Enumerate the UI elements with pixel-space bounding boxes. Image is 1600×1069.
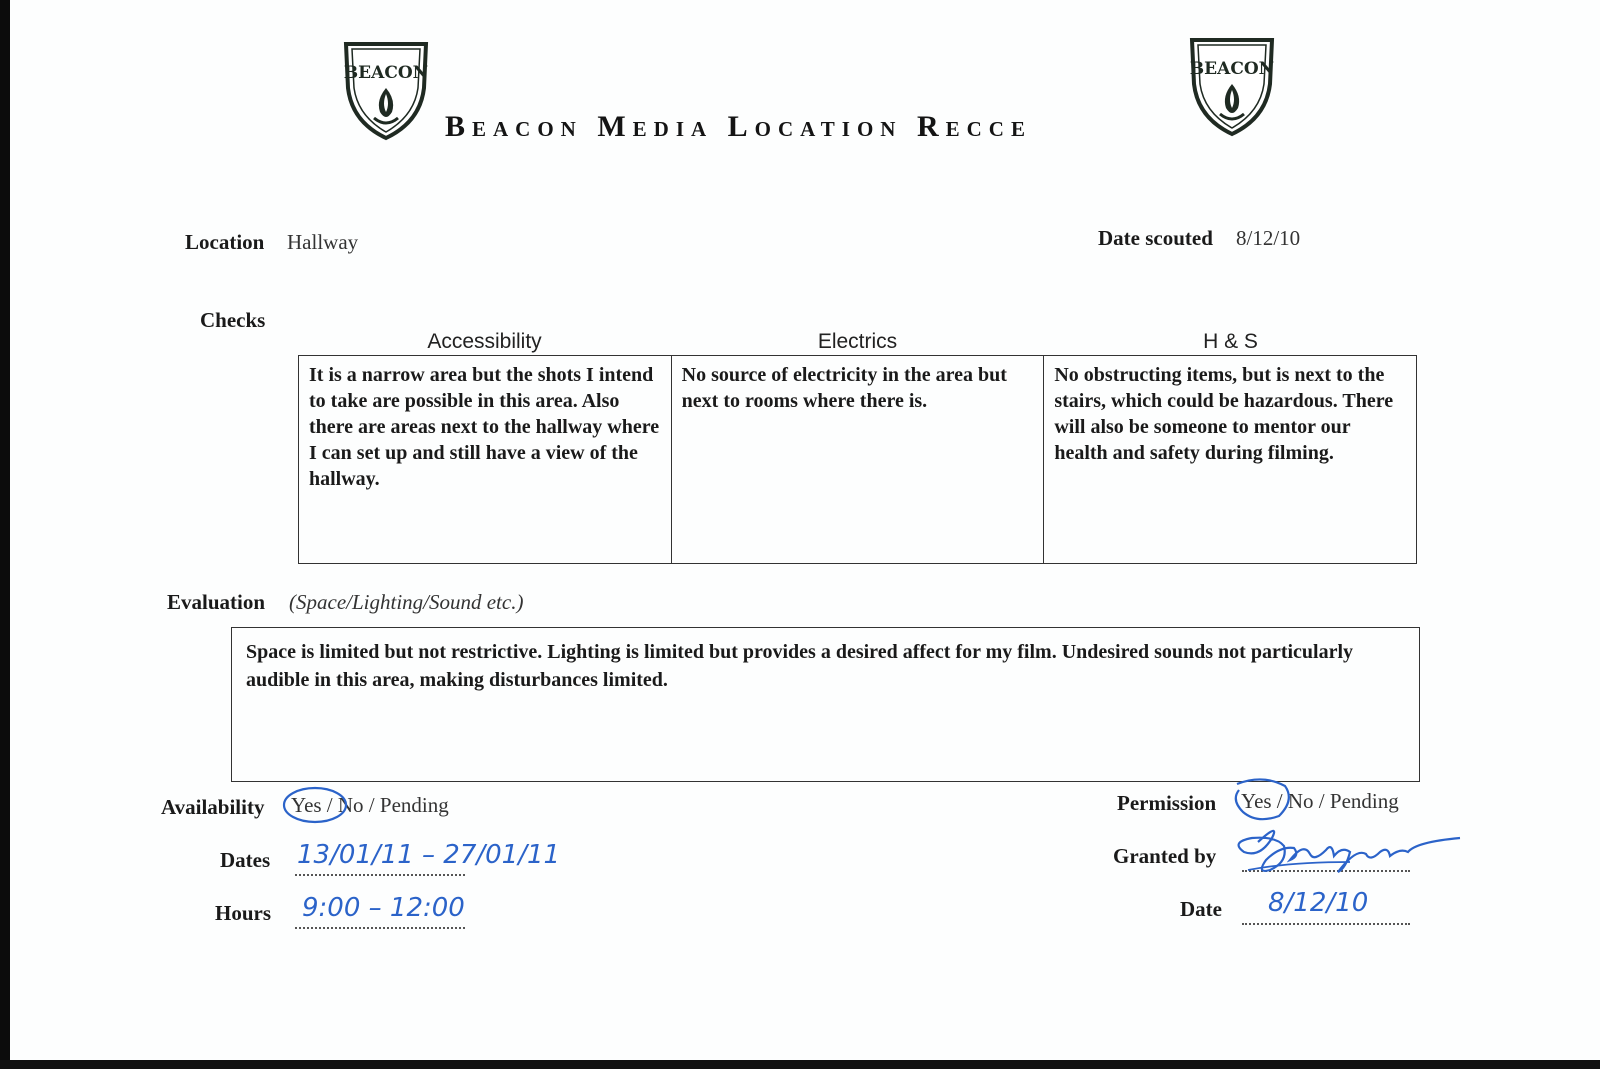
signature: [1230, 812, 1470, 892]
electrics-cell: No source of electricity in the area but next to rooms where there is.: [672, 356, 1045, 563]
location-label: Location: [185, 230, 265, 254]
permission-label: Permission: [1117, 791, 1217, 815]
accessibility-cell: It is a narrow area but the shots I intend to take are possible in this area. Also there are areas next to the hallway where I can set up and still have a view of the hallway.: [299, 356, 672, 563]
dates-value: 13/01/11 – 27/01/11: [297, 840, 561, 870]
granted-by-dotted-line: [1242, 870, 1410, 872]
location-value: Hallway: [287, 230, 359, 254]
hs-heading: H & S: [1203, 330, 1258, 353]
permission-options: Yes / No / Pending: [1241, 789, 1399, 813]
hours-label: Hours: [215, 901, 272, 925]
date-scouted-label: Date scouted: [1098, 226, 1213, 250]
hs-cell: No obstructing items, but is next to the stairs, which could be hazardous. There will also be someone to mentor our health and safety during filming.: [1054, 364, 1394, 464]
scan-edge-bottom: [0, 1060, 1600, 1069]
hours-value: 9:00 – 12:00: [302, 893, 465, 923]
evaluation-hint: (Space/Lighting/Sound etc.): [289, 590, 524, 614]
granted-by-label: Granted by: [1113, 844, 1217, 868]
availability-label: Availability: [161, 795, 265, 819]
dates-dotted-line: [295, 874, 465, 876]
permission-date-label: Date: [1180, 897, 1222, 921]
evaluation-box: Space is limited but not restrictive. Lighting is limited but provides a desired affect for my film. Undesired sounds not particularly audible in this area, making disturbances limited.: [231, 627, 1420, 782]
form-title: Beacon Media Location Recce: [445, 110, 1032, 143]
permission-date-value: 8/12/10: [1268, 888, 1369, 918]
availability-options: Yes / No / Pending: [291, 793, 449, 817]
permission-date-dotted-line: [1242, 923, 1410, 925]
form-page: [10, 0, 1600, 1060]
beacon-logo-left: [340, 38, 432, 142]
checks-table: [298, 355, 1417, 564]
date-scouted-value: 8/12/10: [1236, 226, 1301, 250]
beacon-logo-right: [1186, 34, 1278, 138]
scan-edge-left: [0, 0, 10, 1069]
evaluation-label: Evaluation: [167, 590, 266, 614]
hours-dotted-line: [295, 927, 465, 929]
svg-text:BEACON: BEACON: [1189, 59, 1275, 79]
electrics-heading: Electrics: [817, 330, 898, 353]
dates-label: Dates: [220, 848, 271, 872]
checks-label: Checks: [200, 308, 266, 332]
accessibility-heading: Accessibility: [427, 330, 542, 353]
svg-text:BEACON: BEACON: [343, 63, 429, 83]
